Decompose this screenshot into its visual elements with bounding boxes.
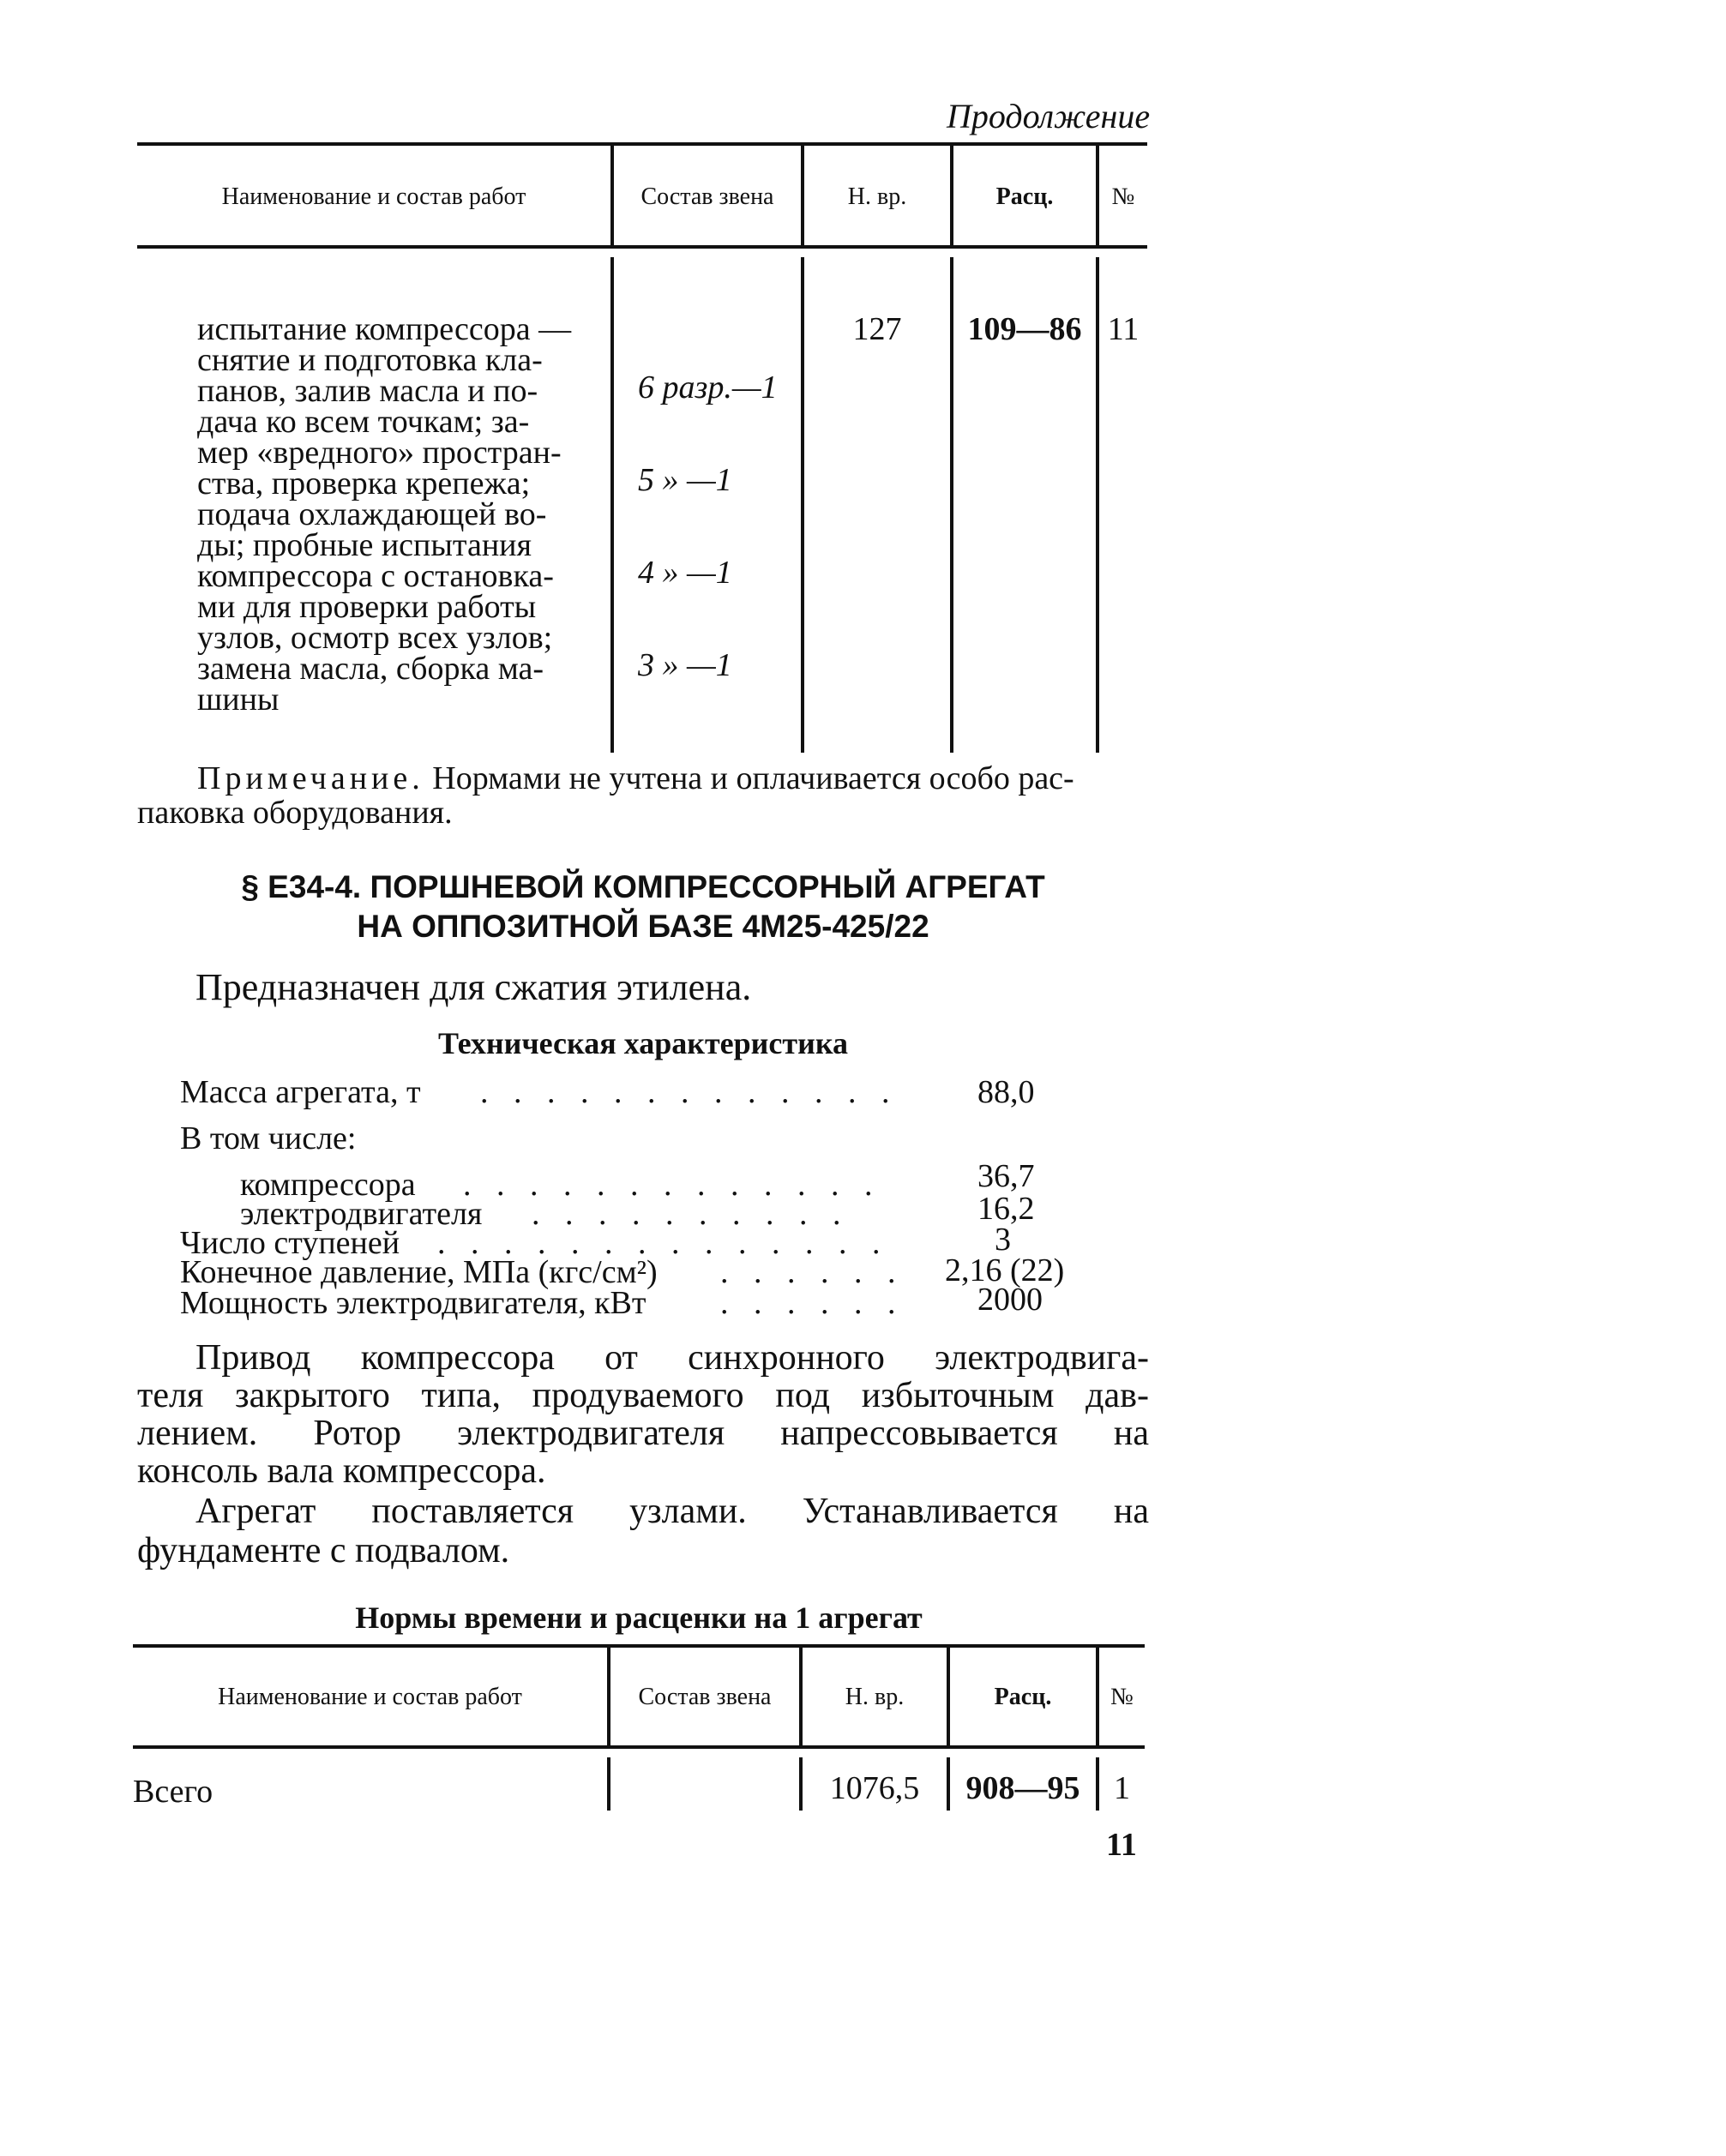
tech-heading: Техническая характеристика bbox=[437, 1026, 849, 1060]
tech-stages-label: Число ступеней bbox=[180, 1225, 400, 1261]
tech-dots: . . . . . . . . . . . . . . bbox=[437, 1225, 889, 1261]
table2-top-rule bbox=[133, 1644, 1145, 1648]
description-line: замена масла, сборка ма- bbox=[197, 651, 544, 687]
tech-including: В том числе: bbox=[180, 1120, 357, 1156]
table1-header-time: Н. вр. bbox=[847, 183, 907, 210]
description-line: шины bbox=[197, 682, 280, 718]
tech-compressor-label: компрессора bbox=[240, 1167, 416, 1203]
table2-row-rate: 908—95 bbox=[965, 1770, 1080, 1806]
description-line: ства, проверка крепежа; bbox=[197, 465, 531, 501]
description-line: снятие и подготовка кла- bbox=[197, 342, 543, 378]
table1-crew bbox=[638, 310, 778, 742]
tech-motor-value: 16,2 bbox=[977, 1191, 1035, 1227]
section-title-line1: § Е34-4. ПОРШНЕВОЙ КОМПРЕССОРНЫЙ АГРЕГАТ bbox=[241, 869, 1045, 904]
tech-compressor-value: 36,7 bbox=[977, 1158, 1035, 1194]
drive-line: лением. Ротор электродвигателя напрессовывается на bbox=[137, 1414, 1149, 1453]
drive-line: консоль вала компрессора. bbox=[137, 1451, 546, 1491]
table1-description bbox=[197, 311, 592, 718]
crew-line: 4 » —1 bbox=[638, 555, 732, 591]
tech-power-value: 2000 bbox=[977, 1282, 1043, 1318]
supply-line: фундаменте с подвалом. bbox=[137, 1531, 510, 1570]
crew-line: 6 разр.—1 bbox=[638, 369, 778, 405]
table1-header-rule bbox=[137, 245, 1147, 249]
table1-header-rate: Расц. bbox=[995, 183, 1054, 210]
crew-line: 3 » —1 bbox=[638, 647, 732, 683]
tech-motor-label: электродвигателя bbox=[240, 1196, 483, 1232]
section-title-line2: НА ОППОЗИТНОЙ БАЗЕ 4М25-425/22 bbox=[357, 909, 929, 944]
table2-header-crew: Состав звена bbox=[638, 1684, 772, 1710]
table1-header-crew: Состав звена bbox=[640, 183, 774, 210]
description-line: дача ко всем точкам; за- bbox=[197, 404, 530, 440]
drive-line: Привод компрессора от синхронного электродвига- bbox=[195, 1338, 1149, 1378]
note-text-continued: паковка оборудования. bbox=[137, 795, 453, 831]
supply-line: Агрегат поставляется узлами. Устанавливается на bbox=[195, 1492, 1149, 1531]
description-line: панов, залив масла и по- bbox=[197, 373, 538, 409]
description-line: узлов, осмотр всех узлов; bbox=[197, 620, 553, 656]
table1-num: 11 bbox=[1107, 311, 1140, 347]
drive-paragraph bbox=[137, 1339, 1149, 1490]
table1-time: 127 bbox=[852, 311, 902, 347]
section-title bbox=[137, 868, 1149, 946]
table2-caption: Нормы времени и расценки на 1 агрегат bbox=[355, 1600, 923, 1635]
drive-line: теля закрытого типа, продуваемого под избыточным дав- bbox=[137, 1376, 1149, 1415]
supply-paragraph bbox=[137, 1492, 1149, 1570]
note bbox=[137, 761, 1074, 830]
description-line: мер «вредного» простран- bbox=[197, 435, 562, 471]
continuation-label: Продолжение bbox=[947, 97, 1151, 135]
description-line: испытание компрессора — bbox=[197, 311, 572, 347]
tech-stages-value: 3 bbox=[995, 1222, 1011, 1258]
table1-header-name: Наименование и состав работ bbox=[221, 183, 526, 210]
page-number: 11 bbox=[1106, 1827, 1137, 1863]
table2-row-num: 1 bbox=[1114, 1770, 1130, 1806]
note-label: Примечание. bbox=[197, 760, 424, 796]
tech-pressure-label: Конечное давление, МПа (кгс/см²) bbox=[180, 1254, 658, 1290]
table2-header-time: Н. вр. bbox=[845, 1684, 905, 1710]
table2-row-time: 1076,5 bbox=[829, 1770, 920, 1806]
table2-sep bbox=[607, 1757, 610, 1811]
description-line: ды; пробные испытания bbox=[197, 527, 532, 563]
section-purpose: Предназначен для сжатия этилена. bbox=[195, 966, 752, 1008]
crew-line: 5 » —1 bbox=[638, 462, 732, 498]
tech-power-label: Мощность электродвигателя, кВт bbox=[180, 1285, 646, 1321]
table1-top-rule bbox=[137, 142, 1147, 146]
note-text: Нормами не учтена и оплачивается особо рас- bbox=[424, 760, 1074, 796]
tech-mass-value: 88,0 bbox=[977, 1074, 1035, 1110]
description-line: компрессора с остановка- bbox=[197, 558, 554, 594]
table1-rate: 109—86 bbox=[967, 311, 1082, 347]
table2-header-num: № bbox=[1110, 1684, 1134, 1710]
tech-dots: . . . . . . . . . . bbox=[532, 1196, 850, 1232]
table2-header-rate: Расц. bbox=[994, 1684, 1052, 1710]
description-line: ми для проверки работы bbox=[197, 589, 537, 625]
tech-dots: . . . . . . . . . . . . . bbox=[480, 1074, 899, 1110]
table2-row-name: Всего bbox=[133, 1774, 213, 1810]
tech-pressure-value: 2,16 (22) bbox=[945, 1252, 1065, 1288]
description-line: подача охлаждающей во- bbox=[197, 496, 547, 532]
tech-dots: . . . . . . bbox=[720, 1254, 905, 1290]
tech-dots: . . . . . . bbox=[720, 1285, 905, 1321]
tech-mass-label: Масса агрегата, т bbox=[180, 1074, 421, 1110]
table2-header-name: Наименование и состав работ bbox=[218, 1684, 522, 1710]
table1-header-num: № bbox=[1111, 183, 1135, 210]
tech-dots: . . . . . . . . . . . . . bbox=[463, 1167, 881, 1203]
table2-header-rule bbox=[133, 1745, 1145, 1749]
table1-sep bbox=[610, 257, 614, 753]
